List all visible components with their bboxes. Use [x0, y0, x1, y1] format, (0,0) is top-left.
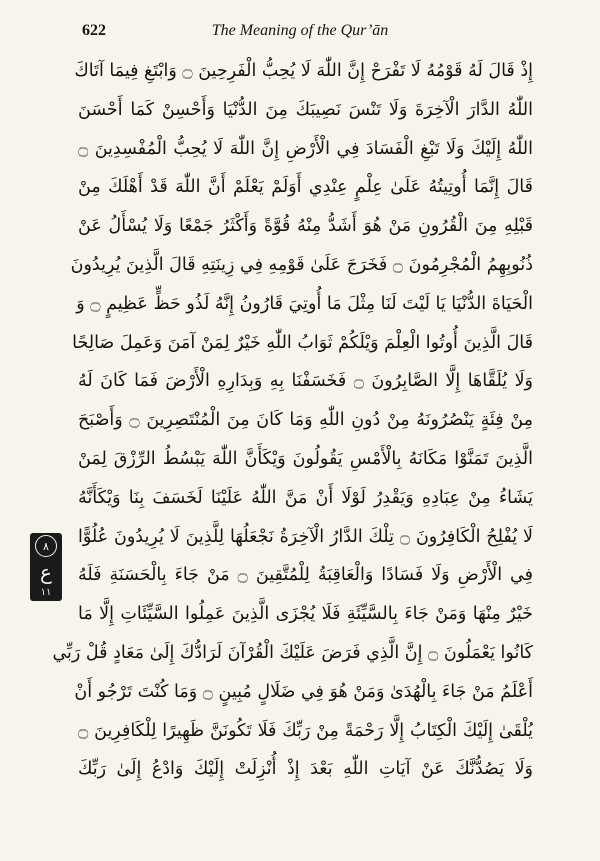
text-line: إِذْ قَالَ لَهُ قَوْمُهُ لَا تَفْرَحْ إِنَّ اللّٰهَ لَا يُحِبُّ الْفَرِحِينَ ۝ وَابْتَغِ فِيمَا آتَاكَ	[74, 61, 533, 81]
text-line: يَشَاءُ مِنْ عِبَادِهِ وَيَقْدِرُ لَوْلَا أَنْ مَنَّ اللّٰهُ عَلَيْنَا لَخَسَفَ بِنَا وَيْكَأَنَّهُ	[78, 487, 533, 508]
text-line: وَلَا يَصُدُّنَّكَ عَنْ آيَاتِ اللّٰهِ بَعْدَ إِذْ أُنْزِلَتْ إِلَيْكَ وَادْعُ إِلَىٰ رَبِّكَ	[78, 759, 533, 780]
text-line: خَيْرٌ مِنْهَا وَمَنْ جَاءَ بِالسَّيِّئَةِ فَلَا يُجْزَى الَّذِينَ عَمِلُوا السَّيِّئَاتِ إِلَّا مَا	[78, 604, 533, 625]
text-line: اللّٰهُ الدَّارَ الْآخِرَةَ وَلَا تَنْسَ نَصِيبَكَ مِنَ الدُّنْيَا وَأَحْسِنْ كَمَا أَحْسَنَ	[78, 99, 533, 120]
ruku-sign: ع	[40, 559, 52, 584]
text-line: قَالَ الَّذِينَ أُوتُوا الْعِلْمَ وَيْلَكُمْ ثَوَابُ اللّٰهِ خَيْرٌ لِمَنْ آمَنَ وَعَمِلَ صَالِحًا	[72, 332, 533, 353]
text-line: يُلْقَىٰ إِلَيْكَ الْكِتَابُ إِلَّا رَحْمَةً مِنْ رَبِّكَ فَلَا تَكُونَنَّ ظَهِيرًا لِلْكَافِرِينَ ۝	[78, 720, 533, 741]
text-line: مِنْ فِئَةٍ يَنْصُرُونَهُ مِنْ دُونِ اللّٰهِ وَمَا كَانَ مِنَ الْمُنْتَصِرِينَ ۝ وَأَصْبَحَ	[78, 410, 534, 431]
arabic-text-block	[52, 52, 534, 789]
page-header	[0, 20, 600, 44]
text-line: اللّٰهُ إِلَيْكَ وَلَا تَبْغِ الْفَسَادَ فِي الْأَرْضِ إِنَّ اللّٰهَ لَا يُحِبُّ الْمُفْسِدِينَ ۝	[78, 138, 533, 159]
text-line: قَبْلِهِ مِنَ الْقُرُونِ مَنْ هُوَ أَشَدُّ مِنْهُ قُوَّةً وَأَكْثَرُ جَمْعًا وَلَا يُسْأَلُ عَنْ	[78, 216, 533, 237]
text-line: ذُنُوبِهِمُ الْمُجْرِمُونَ ۝ فَخَرَجَ عَلَىٰ قَوْمِهِ فِي زِينَتِهِ قَالَ الَّذِينَ يُرِيدُونَ	[70, 254, 533, 275]
text-line: قَالَ إِنَّمَا أُوتِيتُهُ عَلَىٰ عِلْمٍ عِنْدِي أَوَلَمْ يَعْلَمْ أَنَّ اللّٰهَ قَدْ أَهْلَكَ مِنْ	[78, 177, 533, 198]
text-line: الَّذِينَ تَمَنَّوْا مَكَانَهُ بِالْأَمْسِ يَقُولُونَ وَيْكَأَنَّ اللّٰهَ يَبْسُطُ الرِّزْقَ لِمَنْ	[78, 448, 533, 469]
ruku-marker	[30, 533, 62, 601]
text-line: الْحَيَاةَ الدُّنْيَا يَا لَيْتَ لَنَا مِثْلَ مَا أُوتِيَ قَارُونُ إِنَّهُ لَذُو حَظٍّ عَظِيمٍ ۝ وَ	[76, 293, 533, 314]
running-title: The Meaning of the Qur’ān	[211, 22, 389, 39]
ruku-count: ١١	[40, 586, 52, 598]
text-line: وَلَا يُلَقَّاهَا إِلَّا الصَّابِرُونَ ۝ فَخَسَفْنَا بِهِ وَبِدَارِهِ الْأَرْضَ فَمَا كَانَ لَهُ	[78, 371, 533, 392]
text-line: فِي الْأَرْضِ وَلَا فَسَادًا وَالْعَاقِبَةُ لِلْمُتَّقِينَ ۝ مَنْ جَاءَ بِالْحَسَنَةِ فَلَهُ	[78, 565, 533, 586]
text-line: لَا يُفْلِحُ الْكَافِرُونَ ۝ تِلْكَ الدَّارُ الْآخِرَةُ نَجْعَلُهَا لِلَّذِينَ لَا يُرِيدُونَ عُلُوًّا	[78, 526, 533, 547]
text-line: كَانُوا يَعْمَلُونَ ۝ إِنَّ الَّذِي فَرَضَ عَلَيْكَ الْقُرْآنَ لَرَادُّكَ إِلَىٰ مَعَادٍ قُلْ رَبِّي	[52, 642, 533, 663]
text-line: أَعْلَمُ مَنْ جَاءَ بِالْهُدَىٰ وَمَنْ هُوَ فِي ضَلَالٍ مُبِينٍ ۝ وَمَا كُنْتَ تَرْجُو أَنْ	[74, 681, 533, 702]
page-number: 622	[82, 22, 106, 39]
ruku-number-circle: ٨	[35, 535, 57, 557]
